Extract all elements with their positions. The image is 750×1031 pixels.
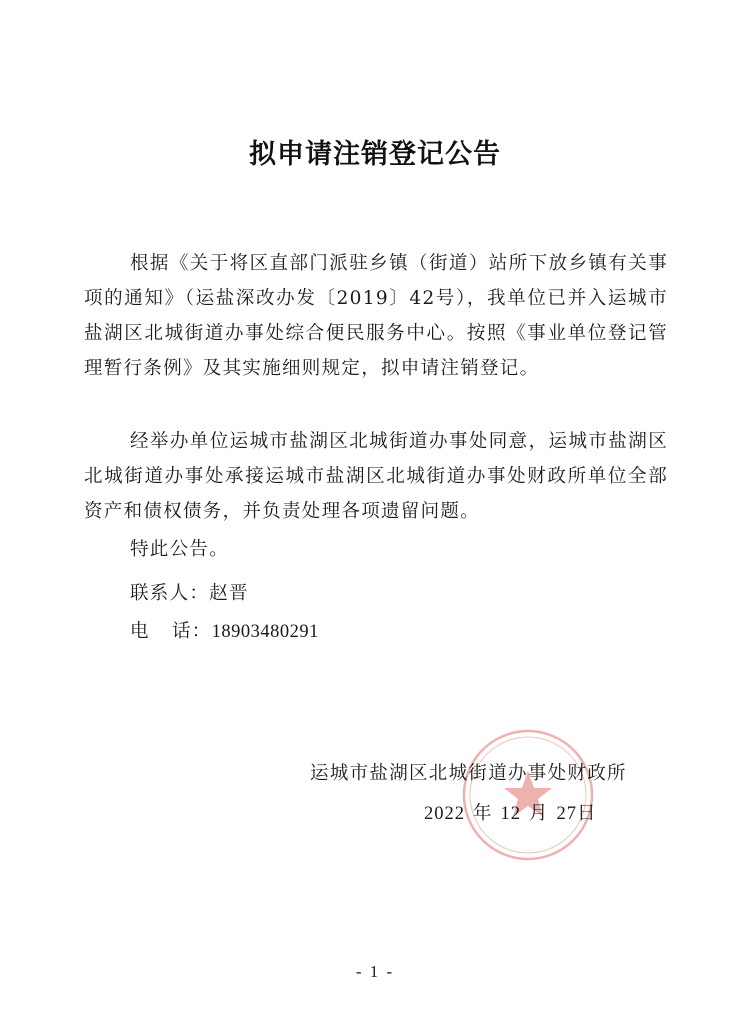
body-paragraph-2: 经举办单位运城市盐湖区北城街道办事处同意，运城市盐湖区北城街道办事处承接运城市盐湖区北城街道办事处财政所单位全部资产和债权债务，并负责处理各项遗留问题。	[84, 431, 668, 522]
date-year-unit: 年	[473, 803, 493, 824]
body-paragraph-1: 根据《关于将区直部门派驻乡镇（街道）站所下放乡镇有关事项的通知》（运盐深改办发〔2019〕42号），我单位已并入运城市盐湖区北城街道办事处综合便民服务中心。按照《事业单位登记管理暂行条例》及其实施细则规定，拟申请注销登记。	[84, 253, 668, 379]
page-number: - 1 -	[355, 962, 395, 981]
date-month-unit: 月	[529, 803, 549, 824]
body-paragraph-3: 特此公告。	[130, 539, 230, 560]
contact-person-name: 赵晋	[209, 583, 249, 604]
contact-phone-number: 18903480291	[211, 622, 319, 642]
contact-phone-label-b: 话：	[172, 621, 212, 642]
contact-person-label: 联系人：	[130, 583, 210, 604]
date-month: 12	[500, 804, 522, 824]
contact-phone-label-a: 电	[130, 621, 150, 642]
date-day-unit: 日	[577, 803, 597, 824]
page-title: 拟申请注销登记公告	[249, 139, 501, 170]
date-year: 2022	[424, 804, 465, 824]
issuer-name: 运城市盐湖区北城街道办事处财政所	[310, 763, 627, 784]
contact-phone	[130, 614, 319, 650]
issue-date	[424, 796, 597, 832]
date-day: 27	[556, 804, 578, 824]
official-seal	[458, 725, 598, 865]
contact-person	[130, 576, 249, 611]
